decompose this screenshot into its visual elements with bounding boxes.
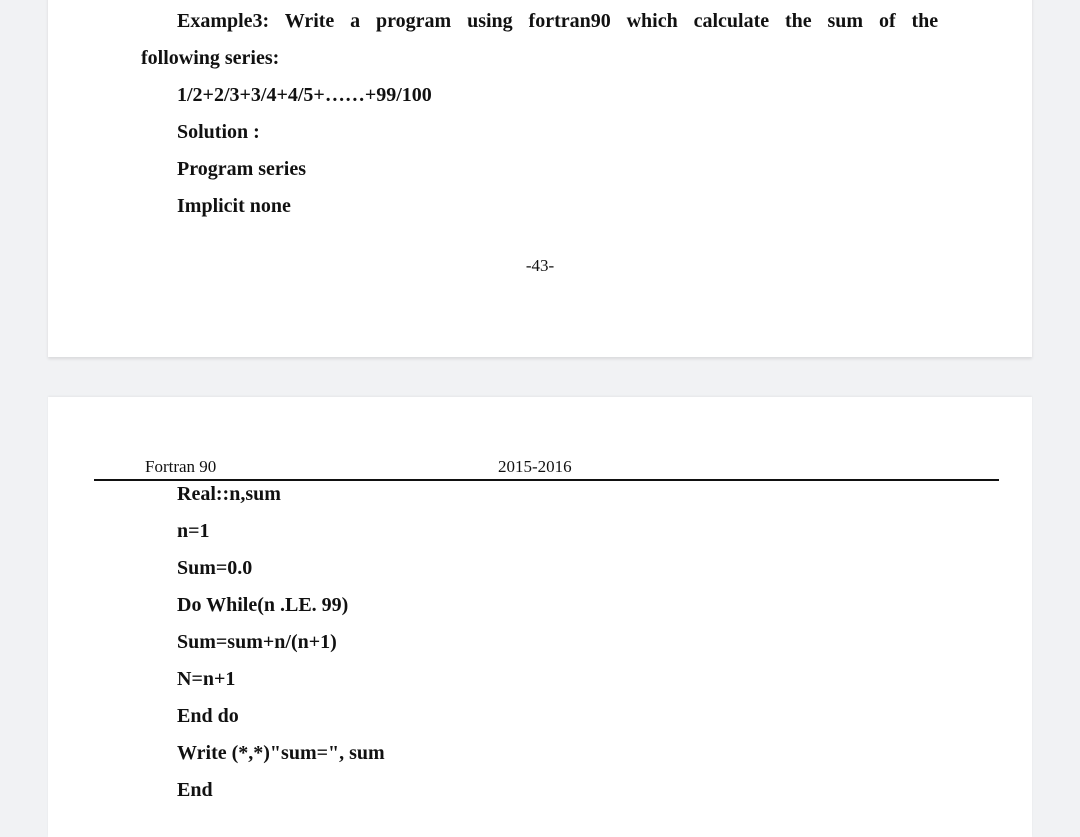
example-heading: [177, 9, 938, 33]
code-line: Sum=0.0: [177, 557, 253, 579]
heading-word: Example3:: [177, 10, 270, 32]
page-number: -43-: [525, 256, 555, 275]
code-line: Implicit none: [177, 195, 291, 217]
heading-word: using: [467, 10, 513, 32]
header-divider: [94, 479, 999, 481]
code-line: Program series: [177, 158, 307, 180]
heading-word: a: [350, 10, 361, 32]
heading-word: Write: [284, 10, 335, 32]
heading-word: the: [911, 10, 939, 32]
document-page-44: [48, 397, 1032, 837]
code-line: End do: [177, 705, 239, 727]
heading-word: the: [784, 10, 812, 32]
code-line: N=n+1: [177, 668, 236, 690]
document-page-43: [48, 0, 1032, 357]
code-line: Write (*,*)"sum=", sum: [177, 742, 385, 764]
series-expression: 1/2+2/3+3/4+4/5+……+99/100: [177, 84, 432, 106]
solution-label: Solution :: [177, 121, 260, 143]
heading-word: which: [626, 10, 678, 32]
running-header-title: Fortran 90: [145, 457, 217, 476]
heading-continuation: following series:: [141, 47, 280, 69]
heading-word: calculate: [693, 10, 770, 32]
code-line: Do While(n .LE. 99): [177, 594, 349, 616]
code-line: n=1: [177, 520, 210, 542]
code-line: End: [177, 779, 213, 801]
running-header-year: 2015-2016: [498, 457, 572, 476]
heading-word: program: [376, 10, 452, 32]
code-line: Sum=sum+n/(n+1): [177, 631, 337, 653]
code-line: Real::n,sum: [177, 483, 281, 505]
heading-word: fortran90: [528, 10, 611, 32]
heading-word: of: [878, 10, 896, 32]
heading-word: sum: [827, 10, 864, 32]
